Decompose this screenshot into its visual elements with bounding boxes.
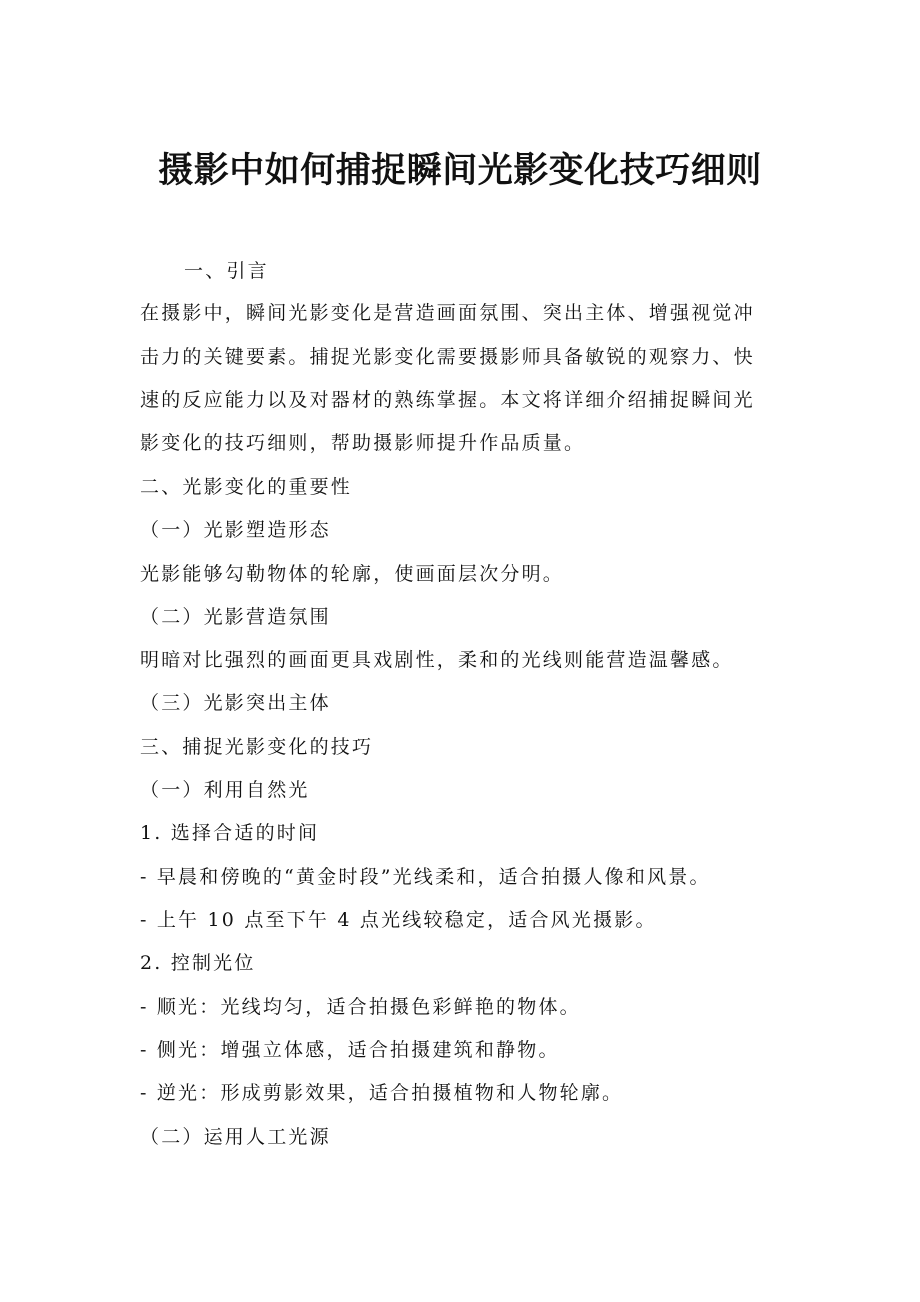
- section-heading: 三、捕捉光影变化的技巧: [140, 736, 374, 758]
- bullet-item: - 侧光：增强立体感，适合拍摄建筑和静物。: [140, 1039, 560, 1061]
- bullet-item: - 顺光：光线均匀，适合拍摄色彩鲜艳的物体。: [140, 996, 581, 1018]
- paragraph-line: 在摄影中，瞬间光影变化是营造画面氛围、突出主体、增强视觉冲: [140, 302, 755, 324]
- bullet-item: - 早晨和傍晚的“黄金时段”光线柔和，适合拍摄人像和风景。: [140, 866, 711, 888]
- paragraph-line: 击力的关键要素。捕捉光影变化需要摄影师具备敏锐的观察力、快: [140, 346, 755, 368]
- section-heading: 二、光影变化的重要性: [140, 476, 353, 498]
- subsection-heading: （一）利用自然光: [140, 779, 310, 801]
- document-title: 摄影中如何捕捉瞬间光影变化技巧细则: [158, 151, 762, 191]
- numbered-item: 2. 控制光位: [140, 952, 256, 974]
- bullet-item: - 逆光：形成剪影效果，适合拍摄植物和人物轮廓。: [140, 1082, 624, 1104]
- subsection-heading: （三）光影突出主体: [140, 692, 331, 714]
- subsection-heading: （二）运用人工光源: [140, 1126, 331, 1148]
- subsection-heading: （一）光影塑造形态: [140, 519, 331, 541]
- bullet-item: - 上午 10 点至下午 4 点光线较稳定，适合风光摄影。: [140, 909, 657, 931]
- paragraph-line: 速的反应能力以及对器材的熟练掌握。本文将详细介绍捕捉瞬间光: [140, 389, 755, 411]
- numbered-item: 1. 选择合适的时间: [140, 822, 320, 844]
- subsection-heading: （二）光影营造氛围: [140, 606, 331, 628]
- paragraph-line: 光影能够勾勒物体的轮廓，使画面层次分明。: [140, 563, 565, 585]
- section-heading-intro: 一、引言: [184, 260, 269, 282]
- paragraph-line: 影变化的技巧细则，帮助摄影师提升作品质量。: [140, 432, 586, 454]
- paragraph-line: 明暗对比强烈的画面更具戏剧性，柔和的光线则能营造温馨感。: [140, 649, 734, 671]
